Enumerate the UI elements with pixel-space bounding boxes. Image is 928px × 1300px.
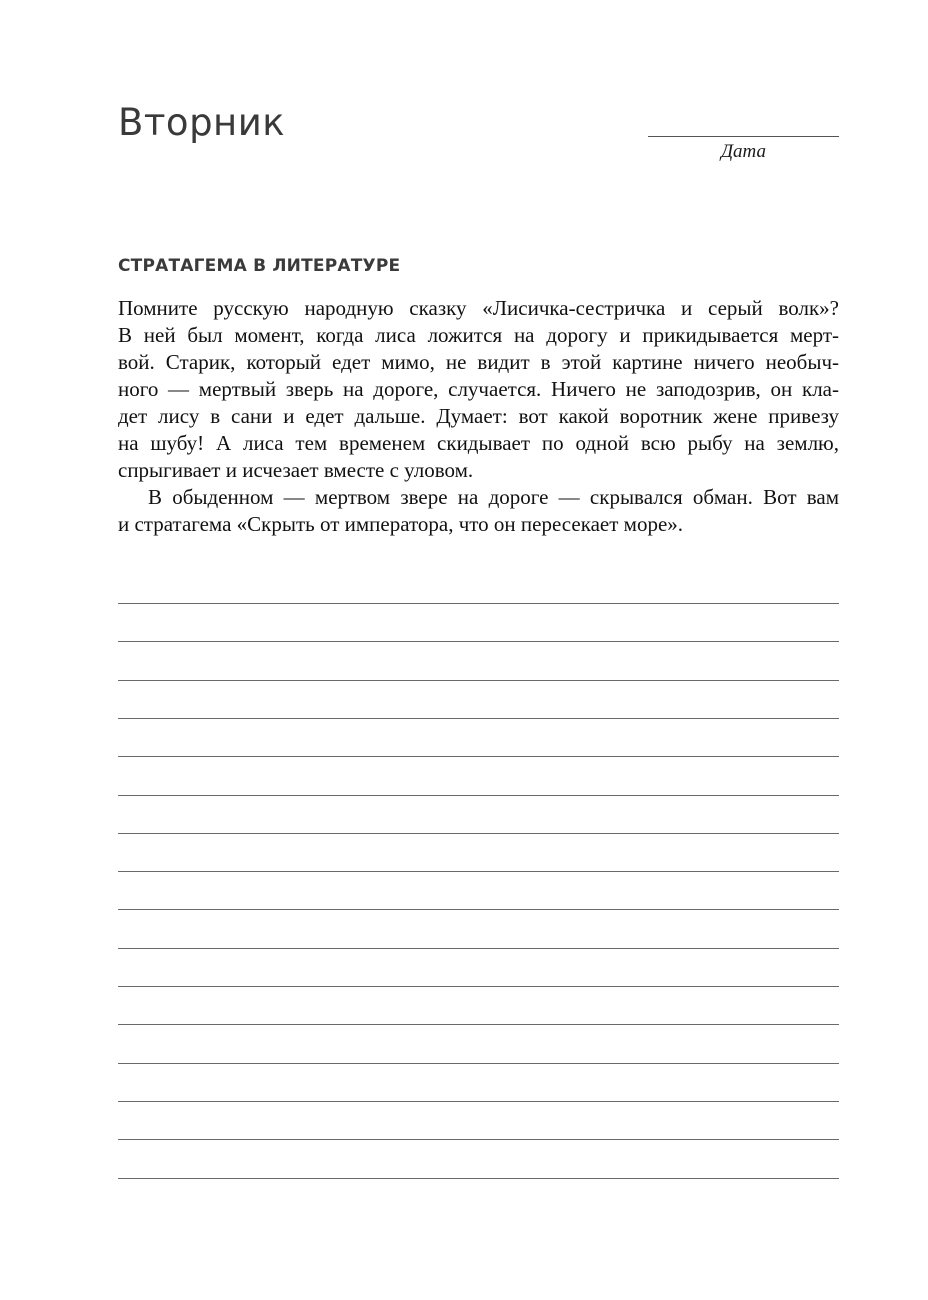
note-line[interactable] — [118, 948, 839, 949]
note-line[interactable] — [118, 1139, 839, 1140]
page-title: Вторник — [118, 101, 286, 144]
text-line: В обыденном — мертвом звере на дороге — скрывался обман. Вот вам — [148, 485, 839, 509]
paragraph-2 — [118, 484, 839, 538]
text-line: Помните русскую народную сказку «Лисичка-сестричка и серый волк»? — [118, 296, 839, 320]
note-line[interactable] — [118, 603, 839, 604]
note-line[interactable] — [118, 1101, 839, 1102]
note-line[interactable] — [118, 833, 839, 834]
note-line[interactable] — [118, 909, 839, 910]
note-line[interactable] — [118, 986, 839, 987]
text-line: на шубу! А лиса тем временем скидывает по одной всю рыбу на землю, — [118, 431, 839, 455]
section-heading: СТРАТАГЕМА В ЛИТЕРАТУРЕ — [118, 256, 401, 276]
note-line[interactable] — [118, 1178, 839, 1179]
note-line[interactable] — [118, 718, 839, 719]
note-line[interactable] — [118, 1024, 839, 1025]
text-line: дет лису в сани и едет дальше. Думает: вот какой воротник жене привезу — [118, 404, 839, 428]
note-line[interactable] — [118, 680, 839, 681]
date-line[interactable] — [648, 136, 839, 137]
text-line: спрыгивает и исчезает вместе с уловом. — [118, 458, 474, 482]
date-label: Дата — [720, 141, 767, 162]
note-line[interactable] — [118, 1063, 839, 1064]
text-line: ного — мертвый зверь на дороге, случается. Ничего не заподозрив, он кла- — [118, 377, 839, 401]
body-text — [118, 295, 839, 538]
note-line[interactable] — [118, 795, 839, 796]
note-line[interactable] — [118, 641, 839, 642]
note-line[interactable] — [118, 871, 839, 872]
note-line[interactable] — [118, 756, 839, 757]
text-line: и стратагема «Скрыть от императора, что он пересекает море». — [118, 512, 684, 536]
notes-area[interactable] — [118, 603, 839, 1183]
text-line: В ней был момент, когда лиса ложится на дорогу и прикидывается мерт- — [118, 323, 839, 347]
text-line: вой. Старик, который едет мимо, не видит в этой картине ничего необыч- — [118, 350, 839, 374]
paragraph-1 — [118, 295, 839, 484]
